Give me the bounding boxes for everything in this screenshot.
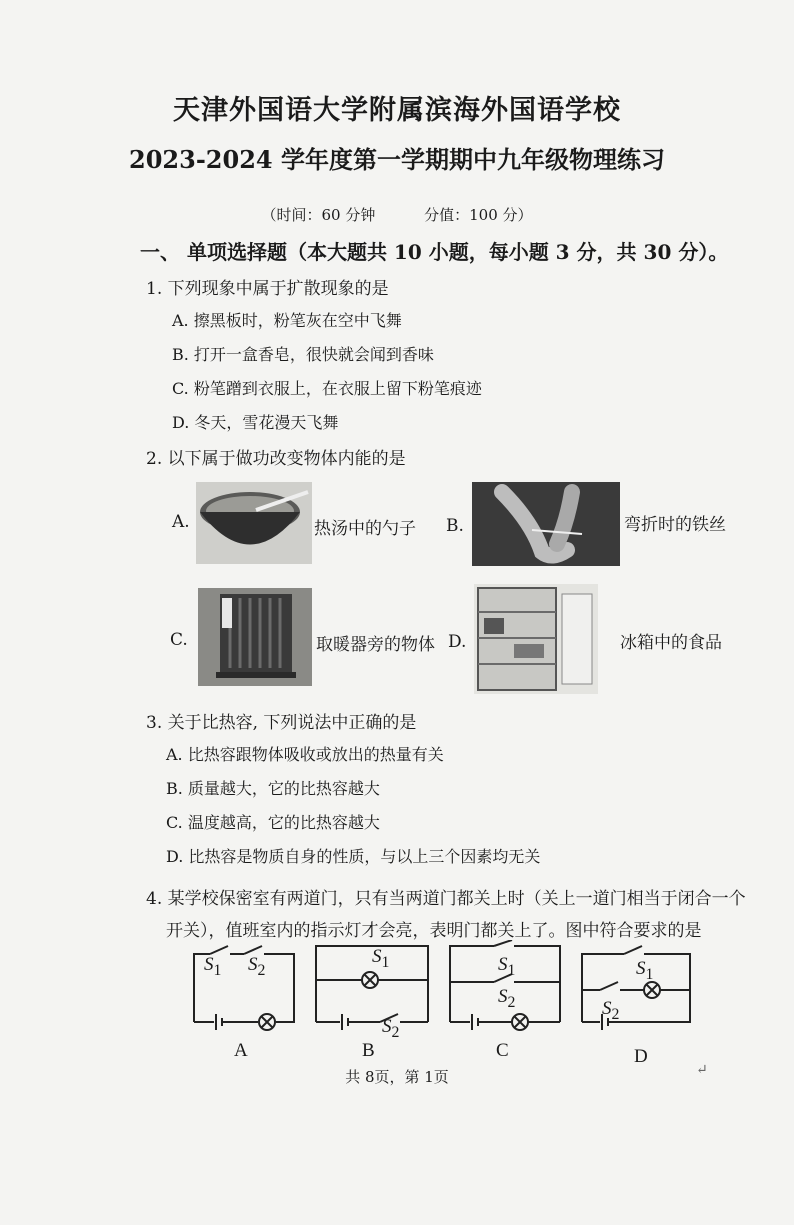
exam-title: 2023-2024 学年度第一学期期中九年级物理练习 (129, 145, 665, 174)
q3-stem: 3. 关于比热容, 下列说法中正确的是 (146, 713, 417, 733)
q1-option-b: B. 打开一盒香皂，很快就会闻到香味 (172, 345, 434, 364)
circuit-b-s2-label: $S_2$ (382, 1016, 400, 1041)
q1-option-a: A. 擦黑板时，粉笔灰在空中飞舞 (172, 311, 402, 330)
q2-option-c-letter: C. (170, 630, 188, 650)
circuit-b-s1-label: $S_1$ (372, 946, 390, 971)
circuit-c-label: C (496, 1040, 509, 1061)
q2-option-a-caption: 热汤中的勺子 (314, 519, 416, 539)
exam-time: （时间：60 分钟 (261, 206, 376, 224)
school-name: 天津外国语大学附属滨海外国语学校 (173, 95, 621, 126)
soup-spoon-image (196, 482, 312, 564)
page-footer: 共 8页，第 1页 (345, 1068, 449, 1086)
q4-stem-line1: 4. 某学校保密室有两道门，只有当两道门都关上时（关上一道门相当于闭合一个 (146, 889, 746, 909)
exam-info (0, 204, 794, 225)
circuit-d-s2-label: $S_2$ (602, 998, 620, 1023)
exam-score: 分值：100 分） (424, 206, 533, 224)
section-title: 一、 单项选择题（本大题共 10 小题，每小题 3 分，共 30 分）。 (140, 240, 729, 264)
circuit-d-s1-label: $S_1$ (636, 958, 654, 983)
heater-image (198, 588, 312, 686)
q1-option-c: C. 粉笔蹭到衣服上，在衣服上留下粉笔痕迹 (172, 379, 482, 398)
q3-option-a: A. 比热容跟物体吸收或放出的热量有关 (166, 745, 444, 764)
return-mark: ↵ (696, 1062, 708, 1078)
fridge-image (474, 584, 598, 694)
circuit-a-s1-label: $S_1$ (204, 954, 222, 979)
q2-option-a-letter: A. (172, 512, 190, 532)
circuit-a-label: A (234, 1040, 248, 1061)
q3-option-d: D. 比热容是物质自身的性质，与以上三个因素均无关 (166, 847, 541, 866)
q2-option-d-caption: 冰箱中的食品 (620, 633, 722, 653)
q2-option-b-caption: 弯折时的铁丝 (624, 515, 726, 535)
q1-option-d: D. 冬天，雪花漫天飞舞 (172, 413, 339, 432)
q3-option-b: B. 质量越大，它的比热容越大 (166, 779, 380, 798)
q2-stem: 2. 以下属于做功改变物体内能的是 (146, 449, 406, 469)
circuit-a-s2-label: $S_2$ (248, 954, 266, 979)
q4-stem-line2: 开关），值班室内的指示灯才会亮，表明门都关上了。图中符合要求的是 (166, 921, 702, 941)
bent-wire-image (472, 482, 620, 566)
circuit-c-s2-label: $S_2$ (498, 986, 516, 1011)
q1-stem: 1. 下列现象中属于扩散现象的是 (146, 279, 389, 299)
q2-option-d-letter: D. (448, 632, 467, 652)
circuit-b-label: B (362, 1040, 375, 1061)
q2-option-c-caption: 取暖器旁的物体 (316, 635, 435, 655)
circuit-c-s1-label: $S_1$ (498, 954, 516, 979)
q2-option-b-letter: B. (446, 516, 464, 536)
circuit-d-label: D (634, 1046, 648, 1067)
q3-option-c: C. 温度越高，它的比热容越大 (166, 813, 380, 832)
